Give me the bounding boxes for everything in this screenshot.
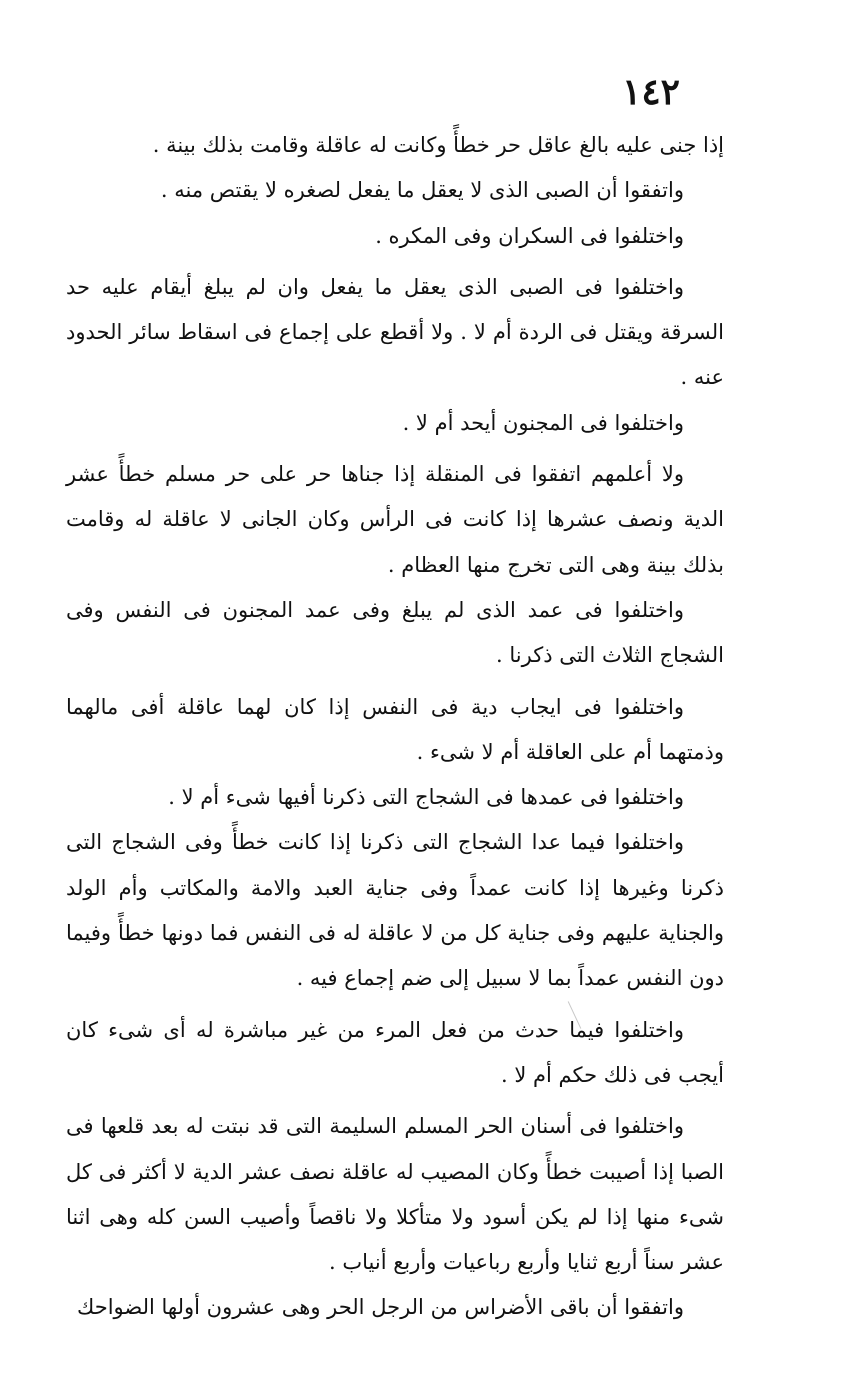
paragraph-1: إذا جنى عليه بالغ عاقل حر خطأً وكانت له عاقلة وقامت بذلك بينة . [152,133,724,157]
paragraph-2: واتفقوا أن الصبى الذى لا يعقل ما يفعل لصغره لا يقتص منه . [160,178,684,203]
paragraph-13: واتفقوا أن باقى الأضراس من الرجل الحر وهى عشرون أولها الضواحك [77,1295,684,1320]
paragraph-4: واختلفوا فى الصبى الذى يعقل ما يفعل وان لم يبلغ أيقام عليه حد السرقة ويقتل فى الردة أم لا . ولا أقطع على إجماع فى اسقاط سائر الحدود عنه . [66,274,724,390]
paragraph-7: واختلفوا فى عمد الذى لم يبلغ وفى عمد المجنون فى النفس وفى الشجاج الثلاث التى ذكرنا . [66,597,724,668]
paragraph-3: واختلفوا فى السكران وفى المكره . [375,223,684,248]
page-number: ١٤٢ [622,71,681,113]
paragraph-8: واختلفوا فى ايجاب دية فى النفس إذا كان لهما عاقلة أفى مالهما وذمتهما أم على العاقلة أم لا شىء . [66,694,724,764]
paragraph-5: واختلفوا فى المجنون أيحد أم لا . [402,410,684,435]
paragraph-12: واختلفوا فى أسنان الحر المسلم السليمة التى قد نبتت له بعد قلعها فى الصبا إذا أصيبت خطأً وكان المصيب له عاقلة نصف عشر الدية لا أكثر فى كل شىء منها إذا لم يكن أسود ولا متأكلا ولا ناقصاً وأصيب السن كله وهى اثنا عشر سناً أربع ثنايا وأربع رباعيات وأربع أنياب . [66,1114,724,1275]
body-text [66,123,724,1331]
paragraph-6: ولا أعلمهم اتفقوا فى المنقلة إذا جناها حر على حر مسلم خطأً عشر الدية ونصف عشرها إذا كانت فى الرأس وكان الجانى لا عاقلة له وقامت بذلك بينة وهى التى تخرج منها العظام . [66,462,724,577]
paragraph-11: واختلفوا فيما حدث من فعل المرء من غير مباشرة له أى شىء كان أيجب فى ذلك حكم أم لا . [66,1017,724,1087]
paragraph-10: واختلفوا فيما عدا الشجاج التى ذكرنا إذا كانت خطأً وفى الشجاج التى ذكرنا وغيرها إذا كانت عمداً وفى جناية العبد والامة والمكاتب وأم الولد والجناية عليهم وفى جناية كل من لا عاقلة له فى النفس فما دونها خطأً وفيما دون النفس عمداً بما لا سبيل إلى ضم إجماع فيه . [66,830,724,991]
paragraph-9: واختلفوا فى عمدها فى الشجاج التى ذكرنا أفيها شىء أم لا . [168,785,684,810]
